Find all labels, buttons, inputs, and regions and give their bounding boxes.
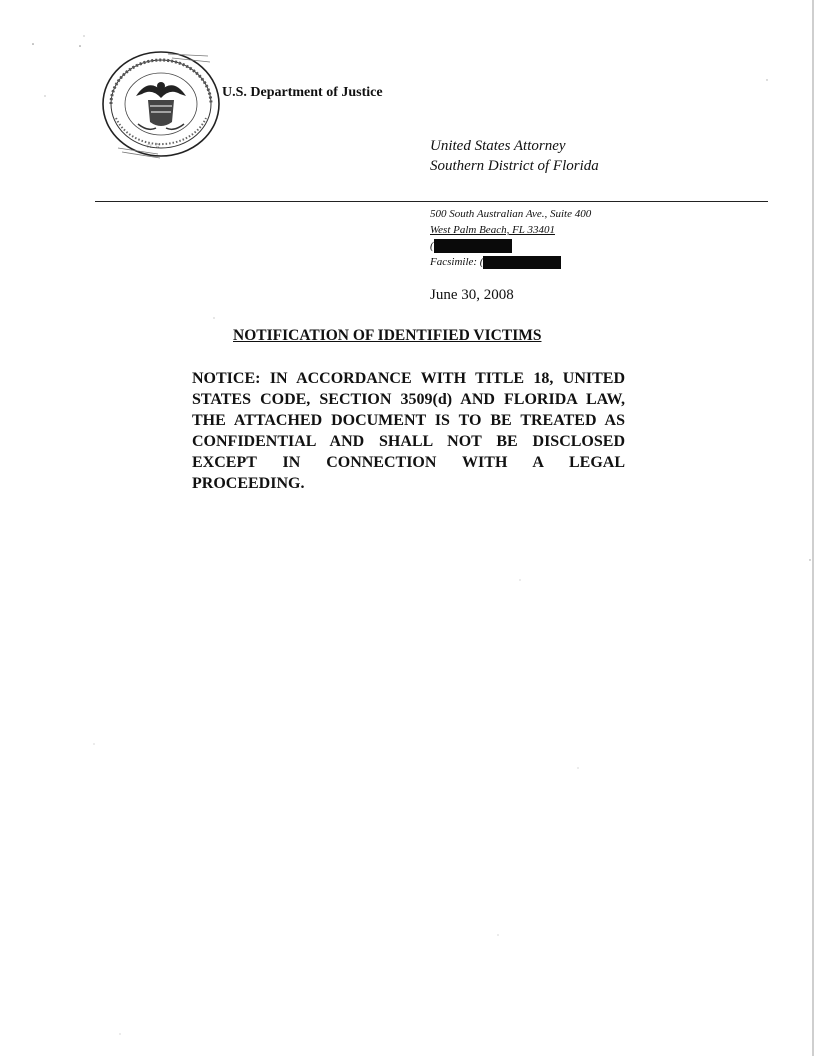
agency-name: U.S. Department of Justice <box>222 85 383 100</box>
doj-seal-icon <box>98 48 224 160</box>
letter-date: June 30, 2008 <box>430 287 514 303</box>
letterhead-divider <box>95 201 768 202</box>
address-block <box>430 206 591 270</box>
fax-prefix: ( <box>479 256 484 268</box>
office-title: United States Attorney <box>430 138 566 154</box>
office-block <box>430 136 599 176</box>
phone-line <box>430 238 591 254</box>
svg-text:☆ ☆: ☆ ☆ <box>146 142 161 150</box>
fax-line <box>430 254 591 270</box>
fax-redaction <box>483 256 561 269</box>
phone-prefix: ( <box>430 240 434 252</box>
office-district: Southern District of Florida <box>430 158 599 174</box>
notification-heading: NOTIFICATION OF IDENTIFIED VICTIMS <box>233 327 542 344</box>
address-city: West Palm Beach, FL 33401 <box>430 224 555 236</box>
scan-edge <box>812 0 814 1056</box>
confidentiality-notice: NOTICE: IN ACCORDANCE WITH TITLE 18, UNITED STATES CODE, SECTION 3509(d) AND FLORIDA LAW, THE ATTACHED DOCUMENT IS TO BE TREATED AS CONFIDENTIAL AND SHALL NOT BE DISCLOSED EXCEPT IN CONNECTION WITH A LEGAL PROCEEDING. <box>192 370 625 492</box>
phone-redaction <box>434 239 512 253</box>
fax-label: Facsimile: <box>430 256 478 268</box>
address-street: 500 South Australian Ave., Suite 400 <box>430 208 592 220</box>
